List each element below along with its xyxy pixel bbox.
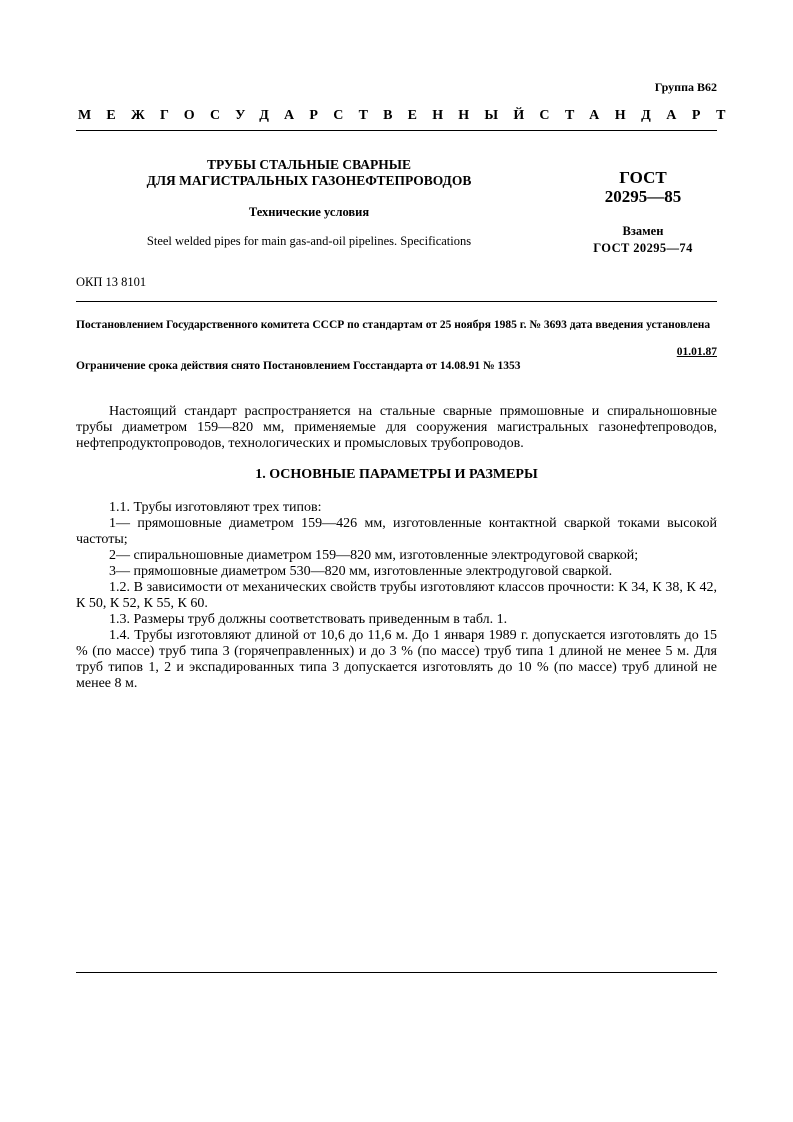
restriction-text: Ограничение срока действия снято Постановлением Госстандарта от 14.08.91 № 1353 bbox=[76, 360, 521, 372]
group-code: Группа В62 bbox=[654, 80, 717, 94]
middle-divider bbox=[76, 301, 717, 302]
section-items bbox=[76, 500, 717, 692]
effective-date: 01.01.87 bbox=[676, 346, 717, 358]
banner-standard: СТАНДАРТ bbox=[539, 108, 741, 123]
replaces-standard: ГОСТ 20295—74 bbox=[593, 241, 693, 255]
gost-label: ГОСТ bbox=[619, 168, 667, 187]
gost-number: 20295—85 bbox=[604, 187, 682, 206]
title-subtitle: Технические условия bbox=[248, 205, 370, 219]
paragraph: 2— спиральношовные диаметром 159—820 мм, изготовленные электродуговой сваркой; bbox=[109, 548, 639, 563]
title-english: Steel welded pipes for main gas-and-oil pipelines. Specifications bbox=[146, 234, 472, 248]
standard-banner bbox=[78, 108, 741, 124]
paragraph: 1.3. Размеры труб должны соответствовать приведенным в табл. 1. bbox=[109, 612, 508, 627]
gost-block bbox=[574, 168, 712, 256]
intro-text: Настоящий стандарт распространяется на стальные сварные прямошовные и спиральношовные трубы диаметром 159—820 мм, применяемые для сооружения магистральных газонефтепроводов, нефтепродуктопроводов, технологических и промысловых трубопроводов. bbox=[76, 404, 717, 451]
paragraph: 1.4. Трубы изготовляют длиной от 10,6 до 11,6 м. До 1 января 1989 г. допускается изготовлять до 15 % (по массе) труб типа 3 (горячеправленных) и до 3 % (по массе) труб типа 1 длиной не менее 5 м. Для труб типов 1, 2 и экспадированных типа 3 допускается изготовлять до 10 % (по массе) труб длиной не менее 8 м. bbox=[76, 628, 717, 691]
section-title: 1. ОСНОВНЫЕ ПАРАМЕТРЫ И РАЗМЕРЫ bbox=[255, 467, 538, 482]
okp-code: ОКП 13 8101 bbox=[76, 275, 147, 289]
paragraph: 1.2. В зависимости от механических свойств трубы изготовляют классов прочности: К 34, К 38, К 42, К 50, К 52, К 55, К 60. bbox=[76, 580, 717, 611]
document-title-block bbox=[100, 157, 518, 249]
intro-paragraph bbox=[76, 404, 717, 452]
banner-interstate: МЕЖГОСУДАРСТВЕННЫЙ bbox=[78, 108, 540, 123]
paragraph: 3— прямошовные диаметром 530—820 мм, изготовленные электродуговой сваркой. bbox=[109, 564, 613, 579]
replaces-label: Взамен bbox=[622, 224, 664, 238]
top-divider bbox=[76, 130, 717, 131]
title-line-1: ТРУБЫ СТАЛЬНЫЕ СВАРНЫЕ bbox=[207, 157, 411, 172]
paragraph: 1— прямошовные диаметром 159—426 мм, изготовленные контактной сваркой токами высокой частоты; bbox=[76, 516, 717, 547]
paragraph: 1.1. Трубы изготовляют трех типов: bbox=[109, 500, 322, 515]
bottom-divider bbox=[76, 972, 717, 973]
title-line-2: ДЛЯ МАГИСТРАЛЬНЫХ ГАЗОНЕФТЕПРОВОДОВ bbox=[146, 173, 472, 188]
decree-text: Постановлением Государственного комитета СССР по стандартам от 25 ноября 1985 г. № 3693 дата введения установлена bbox=[76, 319, 711, 331]
